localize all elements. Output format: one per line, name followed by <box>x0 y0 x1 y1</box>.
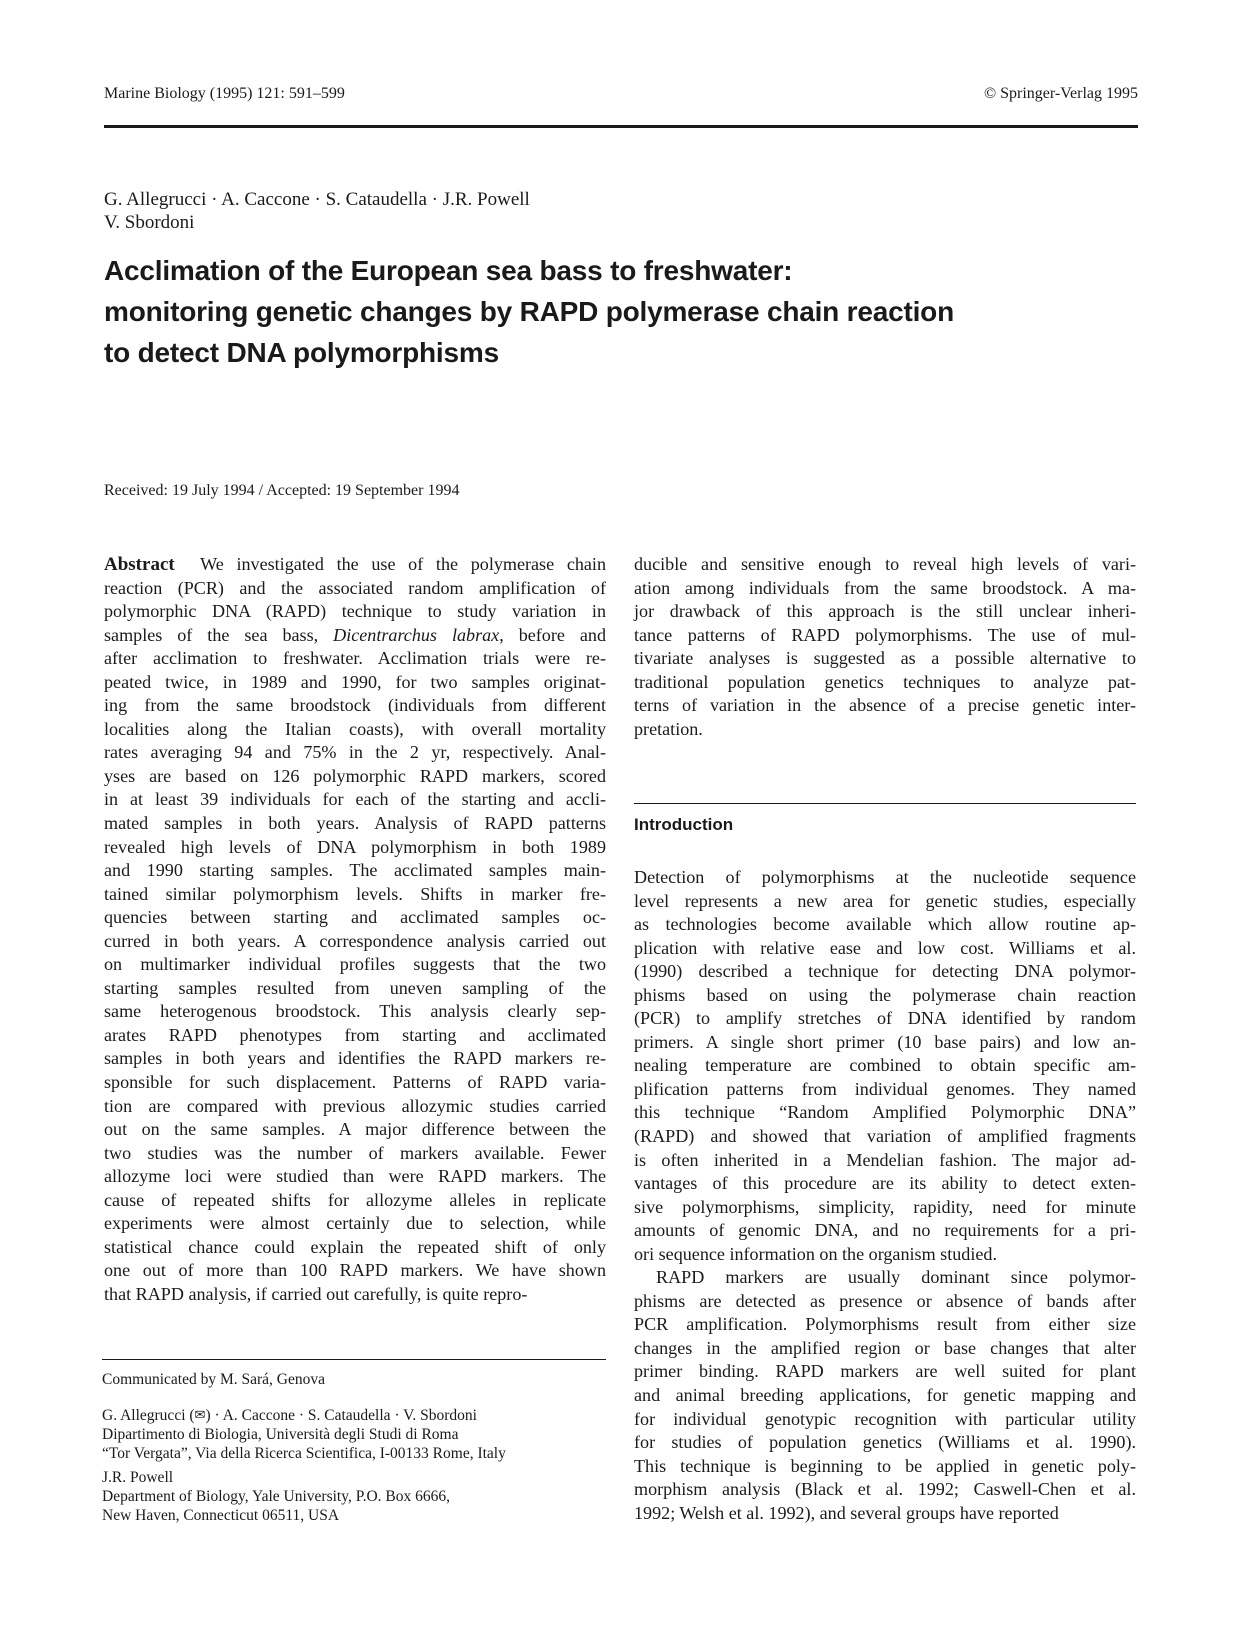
abstract-line: one out of more than 100 RAPD markers. We have shown <box>104 1260 606 1281</box>
abstract-line: ing from the same broodstock (individuals from different <box>104 695 606 716</box>
title-line: Acclimation of the European sea bass to freshwater: <box>104 255 793 286</box>
abstract-line: starting samples resulted from uneven sampling of the <box>104 977 606 998</box>
abstract-line: allozyme loci were studied than were RAPD markers. The <box>104 1166 606 1187</box>
intro-line: (1990) described a technique for detecting DNA polymor- <box>634 961 1136 982</box>
abstract-line: and 1990 starting samples. The acclimated samples main- <box>104 860 606 881</box>
running-header <box>104 85 1138 109</box>
intro-line: morphism analysis (Black et al. 1992; Caswell-Chen et al. <box>634 1479 1136 1500</box>
abstract-line: cause of repeated shifts for allozyme alleles in replicate <box>104 1189 606 1210</box>
abstract-line: revealed high levels of DNA polymorphism in both 1989 <box>104 836 606 857</box>
abstract-line: sponsible for such displacement. Patterns of RAPD varia- <box>104 1072 606 1093</box>
intro-line: and animal breeding applications, for genetic mapping and <box>634 1385 1136 1406</box>
abstract-label: Abstract <box>104 554 175 575</box>
section-rule <box>634 803 1136 804</box>
intro-line: RAPD markers are usually dominant since polymor- <box>656 1267 1136 1288</box>
abstract-line: that RAPD analysis, if carried out carefully, is quite repro- <box>104 1283 528 1304</box>
intro-line: (PCR) to amplify stretches of DNA identified by random <box>634 1008 1136 1029</box>
abstract-line: yses are based on 126 polymorphic RAPD markers, scored <box>104 765 606 786</box>
abstract-line: tained similar polymorphism levels. Shifts in marker fre- <box>104 883 606 904</box>
intro-line: PCR amplification. Polymorphisms result from either size <box>634 1314 1136 1335</box>
abstract-body <box>104 577 606 1307</box>
intro-line: Detection of polymorphisms at the nucleotide sequence <box>634 867 1136 887</box>
received-dates: Received: 19 July 1994 / Accepted: 19 September 1994 <box>104 482 460 499</box>
footnote-rule <box>102 1359 606 1360</box>
abstract-line: pretation. <box>634 718 703 739</box>
abstract-line: ducible and sensitive enough to reveal high levels of vari- <box>634 554 1136 574</box>
abstract-line: in at least 39 individuals for each of the starting and accli- <box>104 789 606 810</box>
abstract-line: localities along the Italian coasts), with overall mortality <box>104 718 606 739</box>
abstract-line: reaction (PCR) and the associated random amplification of <box>104 577 606 598</box>
copyright-notice: © Springer-Verlag 1995 <box>983 85 1138 102</box>
affiliation-line: Department of Biology, Yale University, P.O. Box 6666, <box>102 1488 451 1505</box>
intro-line: This technique is beginning to be applied in genetic poly- <box>634 1455 1136 1476</box>
abstract-line: curred in both years. A correspondence analysis carried out <box>104 930 606 951</box>
intro-line: as technologies become available which allow routine ap- <box>634 914 1136 935</box>
title-line: to detect DNA polymorphisms <box>104 337 499 368</box>
abstract-line: samples in both years and identifies the RAPD markers re- <box>104 1048 606 1069</box>
affiliation-authors: G. Allegrucci (✉) · A. Caccone · S. Cataudella · V. Sbordoni <box>102 1407 477 1424</box>
abstract-line: traditional population genetics techniques to analyze pat- <box>634 671 1136 692</box>
intro-line: level represents a new area for genetic studies, especially <box>634 890 1136 911</box>
intro-line: phisms based on using the polymerase chain reaction <box>634 984 1136 1005</box>
intro-line: amounts of genomic DNA, and no requirements for a pri- <box>634 1220 1136 1241</box>
abstract-line: same heterogenous broodstock. This analysis clearly sep- <box>104 1001 606 1022</box>
abstract-line: jor drawback of this approach is the still unclear inheri- <box>634 601 1136 622</box>
abstract-left-column <box>104 553 606 1307</box>
abstract-line: quencies between starting and acclimated samples oc- <box>104 907 606 928</box>
intro-line: this technique “Random Amplified Polymorphic DNA” <box>634 1102 1136 1123</box>
abstract-line: statistical chance could explain the repeated shift of only <box>104 1236 606 1257</box>
abstract-line: tion are compared with previous allozymic studies carried <box>104 1095 606 1116</box>
title-line: monitoring genetic changes by RAPD polymerase chain reaction <box>104 296 954 327</box>
affiliation-line: Dipartimento di Biologia, Università degli Studi di Roma <box>102 1426 459 1443</box>
author-line: G. Allegrucci · A. Caccone · S. Cataudella · J.R. Powell <box>104 189 530 210</box>
introduction-heading: Introduction <box>634 815 734 834</box>
affiliation-line: J.R. Powell <box>102 1469 174 1486</box>
abstract-line: ation among individuals from the same broodstock. A ma- <box>634 577 1136 598</box>
abstract-line: rates averaging 94 and 75% in the 2 yr, respectively. Anal- <box>104 742 606 763</box>
intro-line: phisms are detected as presence or absence of bands after <box>634 1290 1136 1311</box>
intro-line: ori sequence information on the organism studied. <box>634 1243 997 1264</box>
intro-line: primer binding. RAPD markers are well suited for plant <box>634 1361 1136 1382</box>
abstract-line: tivariate analyses is suggested as a possible alternative to <box>634 648 1136 669</box>
header-rule <box>104 125 1138 128</box>
abstract-right-column <box>634 553 1136 741</box>
intro-line: for individual genotypic recognition with particular utility <box>634 1408 1136 1429</box>
envelope-icon: ✉ <box>194 1407 206 1422</box>
abstract-line: arates RAPD phenotypes from starting and acclimated <box>104 1024 606 1045</box>
abstract-line: after acclimation to freshwater. Acclimation trials were re- <box>104 648 606 669</box>
intro-line: plication with relative ease and low cost. Williams et al. <box>634 937 1136 958</box>
abstract-line: polymorphic DNA (RAPD) technique to study variation in <box>104 601 606 622</box>
abstract-line: samples of the sea bass, Dicentrarchus labrax, before and <box>104 624 607 645</box>
intro-line: changes in the amplified region or base changes that alter <box>634 1337 1136 1358</box>
intro-line: primers. A single short primer (10 base pairs) and low an- <box>634 1031 1136 1052</box>
abstract-line: terns of variation in the absence of a precise genetic inter- <box>634 695 1136 716</box>
abstract-line: experiments were almost certainly due to selection, while <box>104 1213 606 1234</box>
abstract-first-line: Abstract We investigated the use of the polymerase chain <box>104 554 606 575</box>
intro-line: vantages of this procedure are its ability to detect exten- <box>634 1173 1136 1194</box>
abstract-line: two studies was the number of markers available. Fewer <box>104 1142 606 1163</box>
abstract-line: tance patterns of RAPD polymorphisms. The use of mul- <box>634 624 1136 645</box>
journal-citation: Marine Biology (1995) 121: 591–599 <box>104 85 345 102</box>
abstract-line: peated twice, in 1989 and 1990, for two samples originat- <box>104 671 606 692</box>
author-line: V. Sbordoni <box>104 212 195 233</box>
affiliation-line: “Tor Vergata”, Via della Ricerca Scientifica, I-00133 Rome, Italy <box>102 1445 506 1462</box>
intro-line: is often inherited in a Mendelian fashion. The major ad- <box>634 1149 1136 1170</box>
introduction-body <box>634 866 1136 1525</box>
intro-line: for studies of population genetics (Williams et al. 1990). <box>634 1432 1136 1453</box>
abstract-line: mated samples in both years. Analysis of RAPD patterns <box>104 813 606 834</box>
abstract-line: out on the same samples. A major difference between the <box>104 1119 606 1140</box>
communicated-by: Communicated by M. Sará, Genova <box>102 1371 325 1388</box>
affiliation-line: New Haven, Connecticut 06511, USA <box>102 1507 340 1524</box>
intro-line: plification patterns from individual genomes. They named <box>634 1078 1136 1099</box>
affiliation-rome <box>102 1405 506 1463</box>
affiliation-yale <box>102 1468 450 1525</box>
intro-line: sive polymorphisms, simplicity, rapidity, need for minute <box>634 1196 1136 1217</box>
abstract-line: on multimarker individual profiles suggests that the two <box>104 954 606 975</box>
intro-line: nealing temperature are combined to obtain specific am- <box>634 1055 1136 1076</box>
author-list <box>104 188 530 234</box>
intro-line: (RAPD) and showed that variation of amplified fragments <box>634 1126 1136 1147</box>
intro-line: 1992; Welsh et al. 1992), and several groups have reported <box>634 1502 1059 1523</box>
paper-title <box>104 250 1124 373</box>
